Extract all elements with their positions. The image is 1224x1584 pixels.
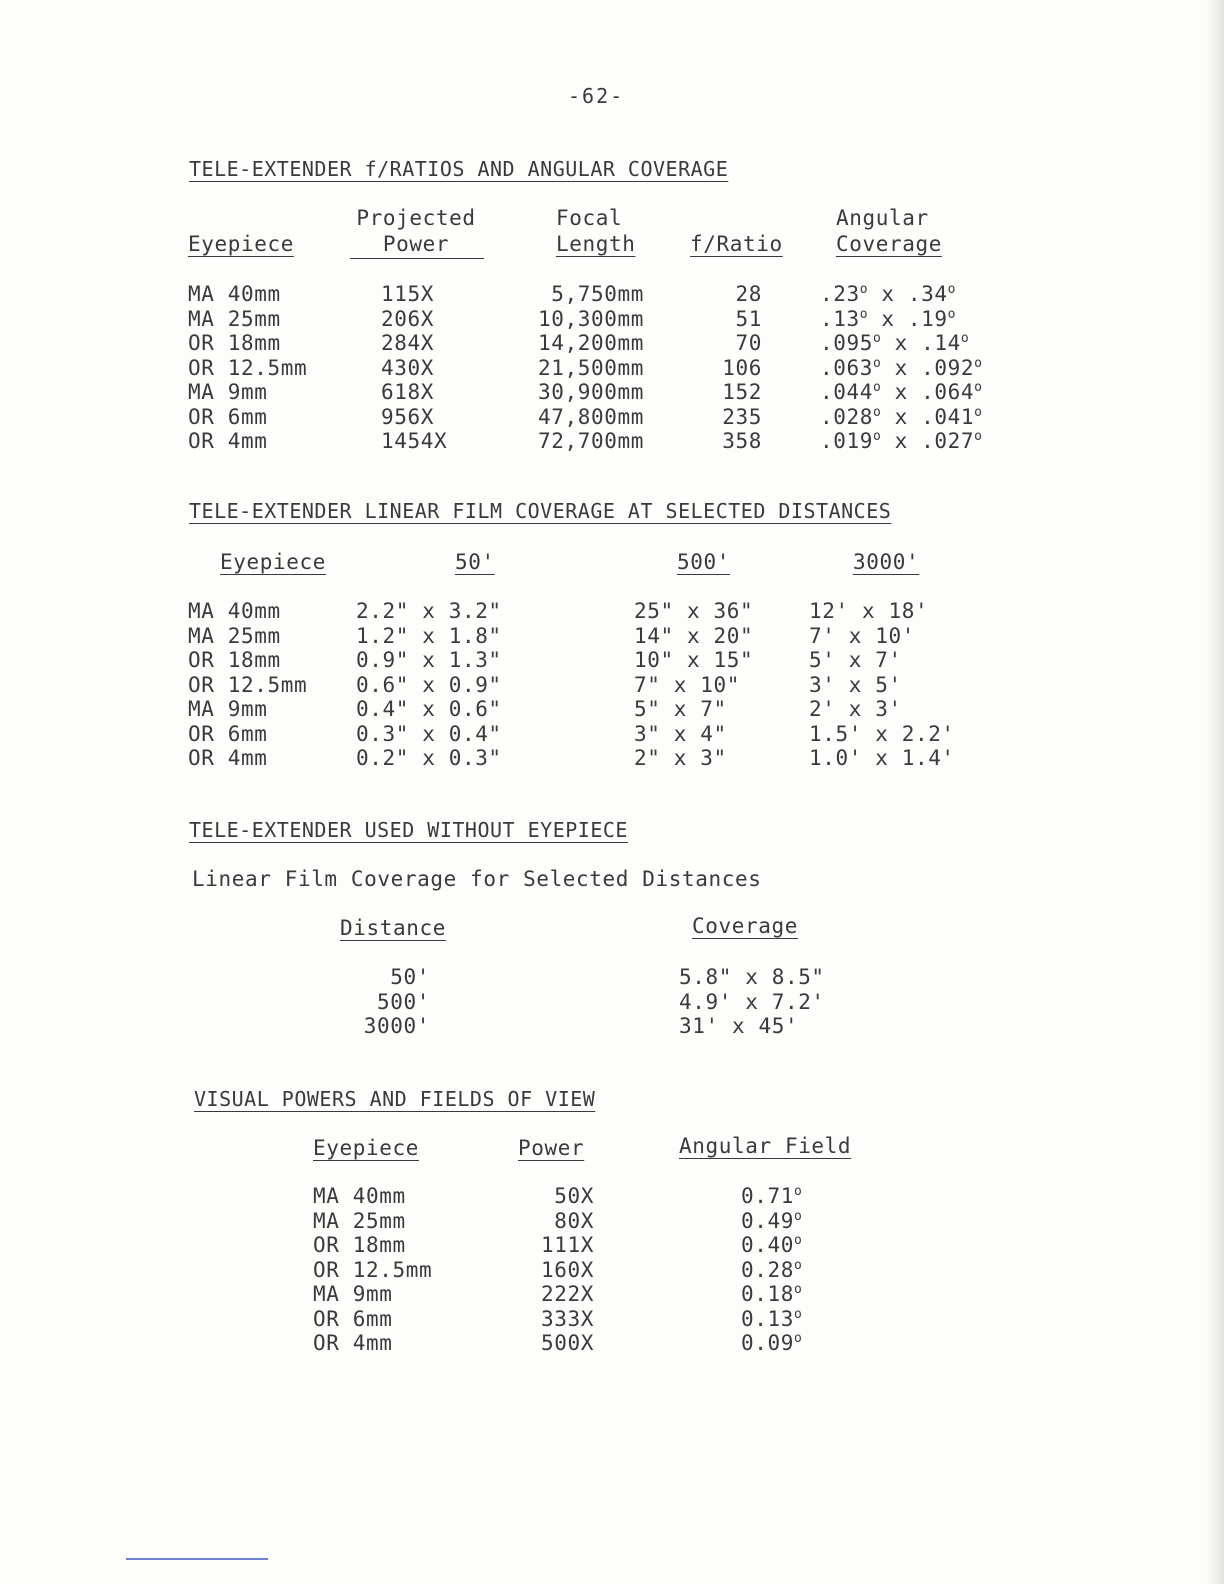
s4-power: 222X — [541, 1282, 594, 1306]
s1-power: 115X — [381, 282, 434, 306]
degree-symbol: o — [859, 306, 869, 322]
degree-symbol: o — [793, 1331, 803, 1346]
page-number: -62- — [568, 84, 625, 108]
s4-power: 500X — [541, 1331, 594, 1355]
s4-angular-field — [741, 1184, 802, 1208]
degree-symbol: o — [974, 429, 983, 444]
s1-power: 956X — [381, 404, 434, 429]
s4-angular-field-value: 0.18 — [741, 1282, 794, 1306]
s4-eyepiece: MA 40mm — [313, 1184, 406, 1208]
s3-coverage: 5.8" x 8.5" — [679, 965, 825, 989]
s1-times: x — [894, 404, 908, 429]
degree-symbol: o — [974, 404, 983, 420]
s1-eyepiece: OR 12.5mm — [188, 355, 308, 380]
s1-header-angular-line2: Coverage — [836, 232, 942, 256]
s4-angular-field-value: 0.49 — [741, 1208, 794, 1233]
s2-eyepiece: OR 12.5mm — [188, 672, 308, 697]
s1-times: x — [894, 331, 908, 355]
s2-coverage-500ft: 10" x 15" — [634, 648, 754, 672]
s1-focal-length: 10,300mm — [538, 306, 644, 331]
s1-power: 206X — [381, 306, 434, 331]
s1-power: 1454X — [381, 429, 448, 453]
page-edge-shadow — [1206, 0, 1224, 1584]
s1-angular-b: .041 — [921, 404, 975, 429]
s1-angular-a: .063 — [820, 355, 873, 380]
s1-focal-length: 72,700mm — [538, 429, 644, 453]
s4-angular-field — [741, 1258, 802, 1282]
s4-angular-field — [741, 1331, 802, 1355]
s4-power: 160X — [541, 1257, 594, 1282]
s1-header-power-line1: Projected — [356, 206, 476, 230]
degree-symbol: o — [974, 380, 983, 395]
degree-symbol: o — [947, 306, 957, 322]
degree-symbol: o — [793, 1208, 803, 1224]
s1-fratio: 235 — [722, 404, 762, 429]
s2-coverage-50ft: 0.2" x 0.3" — [356, 746, 502, 770]
s2-eyepiece: OR 6mm — [188, 721, 268, 746]
section3-title: TELE-EXTENDER USED WITHOUT EYEPIECE — [189, 818, 628, 842]
s4-angular-field — [741, 1233, 802, 1257]
s4-angular-field-value: 0.28 — [741, 1257, 794, 1282]
s1-angular-a: .23 — [820, 282, 860, 306]
s1-eyepiece: OR 6mm — [188, 404, 268, 429]
s2-coverage-3000ft: 7' x 10' — [809, 623, 915, 648]
section1-title: TELE-EXTENDER f/RATIOS AND ANGULAR COVERAGE — [189, 157, 729, 181]
s3-header-distance: Distance — [340, 916, 446, 940]
s3-distance: 50' — [390, 965, 430, 989]
section4-title: VISUAL POWERS AND FIELDS OF VIEW — [194, 1087, 596, 1111]
s2-coverage-500ft: 5" x 7" — [634, 697, 727, 721]
degree-symbol: o — [974, 355, 983, 371]
degree-symbol: o — [859, 282, 869, 297]
s2-coverage-3000ft: 1.5' x 2.2' — [809, 721, 955, 746]
s2-coverage-3000ft: 12' x 18' — [809, 599, 929, 623]
degree-symbol: o — [793, 1233, 803, 1248]
s4-eyepiece: MA 9mm — [313, 1282, 393, 1306]
s2-eyepiece: OR 4mm — [188, 746, 268, 770]
s1-eyepiece: MA 9mm — [188, 380, 268, 404]
s4-eyepiece: MA 25mm — [313, 1208, 406, 1233]
degree-symbol: o — [947, 282, 957, 297]
section2-title: TELE-EXTENDER LINEAR FILM COVERAGE AT SELECTED DISTANCES — [189, 499, 892, 523]
s1-power: 430X — [381, 355, 434, 380]
s2-coverage-3000ft: 5' x 7' — [809, 648, 902, 672]
s1-angular-b: .34 — [907, 282, 948, 306]
s1-angular-coverage — [820, 380, 983, 404]
s4-power: 111X — [541, 1233, 594, 1257]
s1-eyepiece: OR 18mm — [188, 331, 281, 355]
s1-angular-b: .064 — [921, 380, 975, 404]
s3-coverage: 4.9' x 7.2' — [679, 989, 825, 1014]
degree-symbol: o — [793, 1306, 803, 1322]
s4-eyepiece: OR 18mm — [313, 1233, 406, 1257]
s1-eyepiece: MA 40mm — [188, 282, 281, 306]
s4-angular-field — [741, 1307, 802, 1331]
s3-distance: 500' — [377, 989, 430, 1014]
s2-eyepiece: MA 25mm — [188, 623, 281, 648]
s4-angular-field — [741, 1209, 802, 1233]
degree-symbol: o — [872, 355, 882, 371]
s4-angular-field-value: 0.71 — [741, 1184, 794, 1208]
degree-symbol: o — [872, 429, 882, 444]
s1-focal-length: 21,500mm — [538, 355, 644, 380]
s2-coverage-50ft: 2.2" x 3.2" — [356, 599, 502, 623]
s2-coverage-3000ft: 2' x 3' — [809, 697, 902, 721]
s1-power: 284X — [381, 331, 434, 355]
s1-angular-b: .14 — [921, 331, 961, 355]
s1-header-eyepiece: Eyepiece — [188, 232, 294, 256]
s1-eyepiece: MA 25mm — [188, 306, 281, 331]
s1-angular-a: .13 — [820, 306, 860, 331]
footnote-rule — [126, 1558, 268, 1560]
s1-header-focal-line1: Focal — [556, 206, 623, 230]
s1-angular-a: .044 — [820, 380, 873, 404]
s1-angular-b: .092 — [921, 355, 975, 380]
s2-coverage-50ft: 0.9" x 1.3" — [356, 648, 502, 672]
s2-coverage-50ft: 0.3" x 0.4" — [356, 721, 502, 746]
s1-angular-b: .19 — [907, 306, 948, 331]
s1-times: x — [881, 306, 895, 331]
s4-angular-field — [741, 1282, 802, 1306]
s1-angular-b: .027 — [921, 429, 975, 453]
s2-header-3000ft: 3000' — [853, 550, 920, 574]
s2-header-500ft: 500' — [677, 550, 730, 574]
s1-fratio: 106 — [722, 355, 762, 380]
s1-angular-coverage — [820, 331, 969, 355]
s2-coverage-3000ft: 3' x 5' — [809, 672, 902, 697]
s1-angular-a: .095 — [820, 331, 873, 355]
s4-eyepiece: OR 6mm — [313, 1306, 393, 1331]
degree-symbol: o — [872, 331, 882, 346]
s4-angular-field-value: 0.09 — [741, 1331, 794, 1355]
s4-power: 80X — [554, 1208, 594, 1233]
degree-symbol: o — [793, 1184, 803, 1199]
degree-symbol: o — [960, 331, 970, 346]
s1-times: x — [894, 355, 908, 380]
s2-coverage-50ft: 0.4" x 0.6" — [356, 697, 502, 721]
s2-coverage-500ft: 25" x 36" — [634, 599, 754, 623]
s1-angular-coverage — [820, 405, 983, 429]
s4-header-angular-field: Angular Field — [679, 1134, 852, 1158]
s2-coverage-500ft: 3" x 4" — [634, 721, 727, 746]
s2-coverage-500ft: 7" x 10" — [634, 672, 740, 697]
s4-angular-field-value: 0.13 — [741, 1306, 794, 1331]
s1-angular-coverage — [820, 429, 983, 453]
s1-header-fratio: f/Ratio — [690, 232, 783, 256]
s1-fratio: 358 — [722, 429, 762, 453]
s1-times: x — [894, 429, 908, 453]
s2-eyepiece: MA 9mm — [188, 697, 268, 721]
degree-symbol: o — [872, 380, 882, 395]
s4-power: 333X — [541, 1306, 594, 1331]
s3-coverage: 31' x 45' — [679, 1014, 799, 1038]
s1-times: x — [881, 282, 895, 306]
s4-power: 50X — [554, 1184, 594, 1208]
s2-coverage-3000ft: 1.0' x 1.4' — [809, 746, 955, 770]
s1-fratio: 70 — [735, 331, 762, 355]
s1-power: 618X — [381, 380, 434, 404]
s1-header-focal-line2: Length — [556, 232, 636, 256]
s4-header-eyepiece: Eyepiece — [313, 1136, 419, 1160]
s2-coverage-500ft: 14" x 20" — [634, 623, 754, 648]
s2-eyepiece: OR 18mm — [188, 648, 281, 672]
s2-header-50ft: 50' — [455, 550, 495, 574]
s2-coverage-50ft: 1.2" x 1.8" — [356, 623, 502, 648]
s1-header-power-underline — [350, 258, 484, 259]
s1-angular-coverage — [820, 282, 956, 306]
s3-subtitle: Linear Film Coverage for Selected Distances — [192, 867, 762, 891]
s1-angular-a: .019 — [820, 429, 873, 453]
degree-symbol: o — [793, 1282, 803, 1297]
s4-header-power: Power — [518, 1136, 585, 1160]
s1-eyepiece: OR 4mm — [188, 429, 268, 453]
s4-angular-field-value: 0.40 — [741, 1233, 794, 1257]
s1-header-angular-line1: Angular — [836, 206, 929, 230]
s1-fratio: 28 — [735, 282, 762, 306]
s1-times: x — [894, 380, 908, 404]
s1-focal-length: 14,200mm — [538, 331, 644, 355]
s1-header-power-line2: Power — [382, 232, 450, 256]
s1-fratio: 51 — [735, 306, 762, 331]
degree-symbol: o — [793, 1257, 803, 1273]
s3-distance: 3000' — [363, 1014, 430, 1038]
s4-eyepiece: OR 4mm — [313, 1331, 393, 1355]
s4-eyepiece: OR 12.5mm — [313, 1257, 433, 1282]
s2-coverage-50ft: 0.6" x 0.9" — [356, 672, 502, 697]
s1-angular-coverage — [820, 307, 956, 331]
s1-focal-length: 30,900mm — [538, 380, 644, 404]
s2-eyepiece: MA 40mm — [188, 599, 281, 623]
s3-header-coverage: Coverage — [692, 914, 798, 938]
s1-angular-coverage — [820, 356, 983, 380]
s1-focal-length: 5,750mm — [551, 282, 644, 306]
s2-header-eyepiece: Eyepiece — [220, 550, 326, 574]
s1-fratio: 152 — [722, 380, 762, 404]
degree-symbol: o — [872, 404, 882, 420]
s1-angular-a: .028 — [820, 404, 873, 429]
s2-coverage-500ft: 2" x 3" — [634, 746, 727, 770]
s1-focal-length: 47,800mm — [538, 404, 644, 429]
